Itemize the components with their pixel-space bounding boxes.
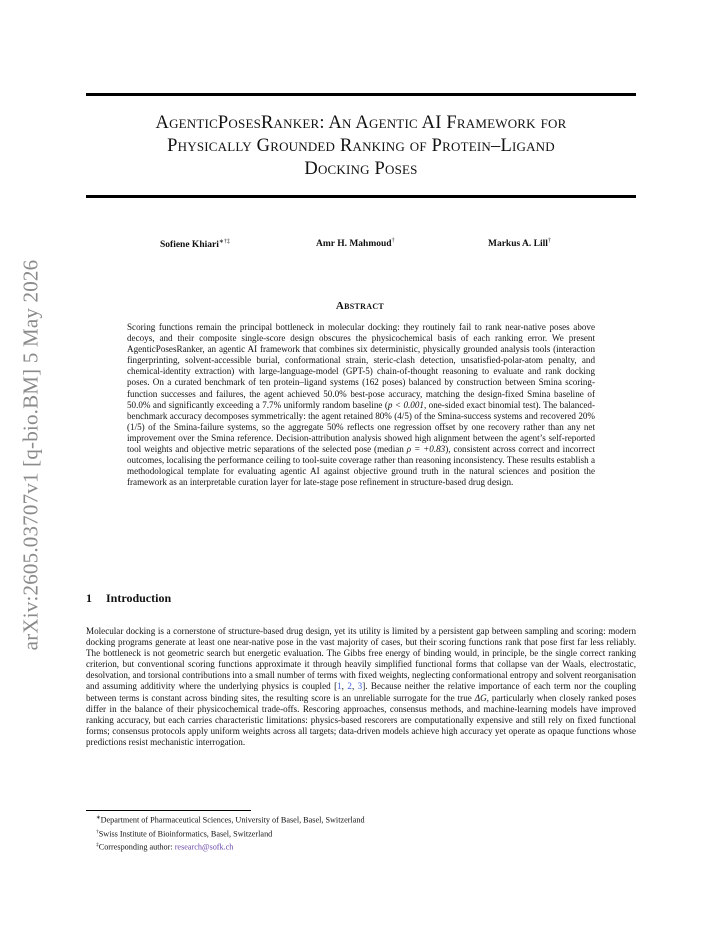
author-3 bbox=[488, 238, 551, 249]
title-line: AgenticPosesRanker: An Agentic AI Framework for bbox=[155, 113, 567, 133]
footnote-rule bbox=[86, 810, 251, 811]
footnote-text: Department of Pharmaceutical Sciences, University of Basel, Basel, Switzerland bbox=[100, 815, 365, 825]
footnote-mark: ∗ bbox=[96, 815, 101, 821]
abstract-math-rho: ρ = +0.83 bbox=[406, 444, 446, 455]
citation-link[interactable]: 2 bbox=[347, 681, 352, 692]
arxiv-identifier-text: arXiv:2605.03707v1 [q-bio.BM] 5 May 2026 bbox=[18, 259, 43, 651]
footnote-text: Swiss Institute of Bioinformatics, Basel, Switzerland bbox=[98, 829, 273, 839]
author-affiliation-marks: † bbox=[547, 238, 551, 244]
footnote bbox=[96, 840, 365, 854]
section-title: Introduction bbox=[106, 591, 172, 605]
citation-link[interactable]: 1 bbox=[337, 681, 342, 692]
corresponding-email-link[interactable]: research@sofk.ch bbox=[174, 842, 234, 852]
author-name: Sofiene Khiari bbox=[160, 240, 219, 251]
footnote-mark: † bbox=[96, 828, 99, 835]
footnote-mark: ‡ bbox=[96, 842, 99, 849]
author-2 bbox=[316, 238, 395, 249]
abstract-heading: Abstract bbox=[335, 300, 385, 312]
title-line: Physically Grounded Ranking of Protein–Ligand bbox=[167, 136, 555, 156]
paper-title bbox=[86, 112, 636, 181]
author-name: Amr H. Mahmoud bbox=[316, 239, 392, 250]
footnote bbox=[96, 827, 365, 841]
author-name: Markus A. Lill bbox=[488, 239, 548, 250]
author-affiliation-marks: † bbox=[391, 238, 395, 244]
title-bottom-rule bbox=[86, 195, 636, 198]
intro-text: , particularly when closely ranked poses differ in the balance of their physicochemical trade-offs. Rescoring approaches, consensus methods, and machine-learning models have improved ranking accuracy, but each carries characteristic limitations: physics-based rescorers are computationally expensive and still rely on fixed functional forms; consensus protocols apply uniform weights across all targets; data-driven models achieve high accuracy yet operate as opaque functions whose predictions resist mechanistic interrogation. bbox=[86, 692, 636, 747]
abstract-math-p-value: p < 0.001 bbox=[387, 399, 424, 410]
footnote-text: Corresponding author: bbox=[98, 842, 175, 852]
intro-math-delta-g: ΔG bbox=[474, 692, 487, 703]
author-1 bbox=[160, 238, 230, 250]
abstract-text: , one-sided exact binomial test). The balanced-benchmark accuracy decomposes symmetrically: the agent retained 80% (4/5) of the Smina-success systems and recovered 20% (1/5) of the Smina-failure systems, so the aggregate 50% reflects one regression offset by one recovery rather than any net improvement over the Smina reference. Decision-attribution analysis showed high alignment between the agent’s self-reported tool weights and objective metric separations of the selected pose (median bbox=[127, 399, 595, 455]
intro-text: ]. Because neither the relative importance of each term nor the coupling between terms is constant across binding sites, the resulting score is an unreliable surrogate for the true bbox=[86, 681, 637, 703]
citation-link[interactable]: 3 bbox=[357, 681, 363, 692]
abstract-body bbox=[127, 322, 595, 488]
author-affiliation-marks: ∗†‡ bbox=[218, 239, 230, 245]
footnotes bbox=[96, 813, 365, 854]
intro-text: Molecular docking is a cornerstone of structure-based drug design, yet its utility is limited by a persistent gap between sampling and scoring: modern docking programs generate at least one near-native pose in the vast majority of cases, but their scoring functions rank that pose first far less reliably. The bottleneck is not geometric search but energetic evaluation. The Gibbs free energy of binding would, in principle, be the single correct ranking criterion, but conventional scoring functions approximate it through heavily simplified functional forms that collapse van der Waals, electrostatic, desolvation, and torsional contributions into a small number of terms with fixed weights, neglecting conformational entropy and solvent reorganisation and assuming additivity where the underlying physics is coupled [ bbox=[86, 626, 636, 692]
introduction-paragraph: Molecular docking is a cornerstone of structure-based drug design, yet its utility is limited by a persistent gap between sampling and scoring: modern docking programs generate at least one near-native pose in the vast majority of cases, but their scoring functions rank that pose first far less reliably. The bottleneck is not geometric search but energetic evaluation. The Gibbs free energy of binding would, in principle, be the single correct ranking criterion, but conventional scoring functions approximate it through heavily simplified functional forms that collapse van der Waals, electrostatic, desolvation, and torsional contributions into a small number of terms with fixed weights, neglecting conformational entropy and solvent reorganisation and assuming additivity where the underlying physics is coupled [1, 2, 3]. Because neither the relative importance of each term nor the coupling between terms is constant across binding sites, the resulting score is an unreliable surrogate for the true ΔG, particularly when closely ranked poses differ in the balance of their physicochemical trade-offs. Rescoring approaches, consensus methods, and machine-learning models have improved ranking accuracy, but each carries characteristic limitations: physics-based rescorers are computationally expensive and still rely on fixed functional forms; consensus protocols apply uniform weights across all targets; data-driven models achieve high accuracy yet operate as opaque functions whose predictions resist mechanistic interrogation. bbox=[86, 626, 637, 747]
section-number: 1 bbox=[86, 591, 92, 605]
section-heading bbox=[86, 591, 171, 606]
title-line: Docking Poses bbox=[304, 159, 418, 179]
footnote bbox=[96, 813, 365, 827]
abstract-text: Scoring functions remain the principal bottleneck in molecular docking: they routinely fail to rank near-native poses above decoys, and their composite single-score design obscures the physicochemical basis of each ranking error. We present AgenticPosesRanker, an agentic AI framework that combines six deterministic, physically grounded analysis tools (interaction fingerprinting, solvent-accessible burial, conformational strain, steric-clash detection, unsatisfied-polar-atom penalty, and chemical-identity extraction) with large-language-model (GPT-5) chain-of-thought reasoning to evaluate and rank docking poses. On a curated benchmark of ten protein–ligand systems (162 poses) balanced by construction between Smina scoring-function successes and failures, the agent achieved 50.0% best-pose accuracy, matching the design-fixed Smina baseline of 50.0% and significantly exceeding a 7.7% uniformly random baseline ( bbox=[127, 322, 595, 410]
title-top-rule bbox=[86, 93, 636, 96]
abstract-text: ), consistent across correct and incorrect outcomes, localising the performance ceiling to tool-suite coverage rather than reasoning inconsistency. These results establish a methodological template for evaluating agentic AI against objective ground truth in the natural sciences and position the framework as an interpretable curation layer for late-stage pose refinement in structure-based drug design. bbox=[127, 444, 595, 488]
